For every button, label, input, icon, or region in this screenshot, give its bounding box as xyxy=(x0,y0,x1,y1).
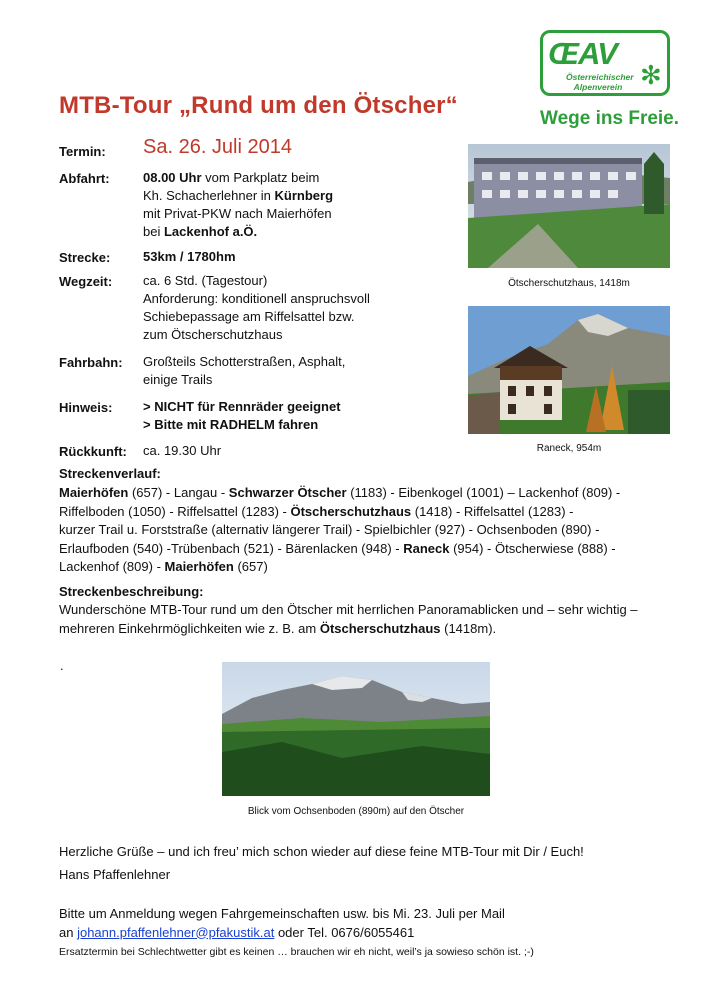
logo-mark: ŒAV xyxy=(548,36,617,71)
streckenbeschreibung-text: Wunderschöne MTB-Tour rund um den Ötscher mit herrlichen Panoramablicken und – sehr wichtig – mehreren Einkehrmöglichkeiten wie z. B. am Ötscherschutzhaus (1418m). xyxy=(59,602,638,636)
caption-raneck: Raneck, 954m xyxy=(536,443,602,454)
logo-subtitle: Österreichischer Alpenverein xyxy=(566,72,634,92)
abfahrt-text: 08.00 Uhr vom Parkplatz beim Kh. Schacherlehner in Kürnberg mit Privat-PKW nach Maierhöfen bei Lackenhof a.Ö. xyxy=(143,170,334,239)
hinweis-label: Hinweis: xyxy=(59,400,113,415)
signature-name: Hans Pfaffenlehner xyxy=(59,867,171,882)
greeting: Herzliche Grüße – und ich freu’ mich schon wieder auf diese feine MTB-Tour mit Dir / Euch! xyxy=(59,844,584,859)
rueckkunft-label: Rückkunft: xyxy=(59,444,127,459)
hinweis-text: > NICHT für Rennräder geeignet > Bitte mit RADHELM fahren xyxy=(143,399,341,432)
stray-dot: . xyxy=(60,658,64,673)
strecke-label: Strecke: xyxy=(59,250,111,265)
wegzeit-text: ca. 6 Std. (Tagestour) Anforderung: konditionell anspruchsvoll Schiebepassage am Riffelsattel bzw. zum Ötscherschutzhaus xyxy=(143,273,370,342)
caption-ochsenboden: Blick vom Ochsenboden (890m) auf den Ötscher xyxy=(247,806,465,817)
ersatztermin-note: Ersatztermin bei Schlechtwetter gibt es keinen … brauchen wir eh nicht, weil’s ja sowieso schön ist. ;-) xyxy=(59,946,534,958)
fahrbahn-label: Fahrbahn: xyxy=(59,355,123,370)
photo-ochsenboden xyxy=(222,662,490,796)
termin-label: Termin: xyxy=(59,144,106,159)
streckenverlauf-heading: Streckenverlauf: xyxy=(59,466,161,481)
anmeldung-text: Bitte um Anmeldung wegen Fahrgemeinschaften usw. bis Mi. 23. Juli per Mail an johann.pfaffenlehner@pfakustik.at oder Tel. 0676/6055461 xyxy=(59,906,505,940)
caption-oetscherschutzhaus: Ötscherschutzhaus, 1418m xyxy=(508,278,630,289)
streckenverlauf-text: Maierhöfen (657) - Langau - Schwarzer Ötscher (1183) - Eibenkogel (1001) – Lackenhof (809) - Riffelboden (1050) - Riffelsattel (1283) - Ötscherschutzhaus (1418) - Riffelsattel (1283) - kurzer Trail u. Forststraße (alternativ längerer Trail) - Spielbichler (927) - Ochsenboden (890) - Erlaufboden (540) -Trübenbach (521) - Bärenlacken (948) - Raneck (954) - Ötscherwiese (888) - Lackenhof (809) - Maierhöfen (657) xyxy=(59,485,621,574)
wegzeit-label: Wegzeit: xyxy=(59,274,113,289)
strecke-value: 53km / 1780hm xyxy=(143,249,236,264)
email-link[interactable]: johann.pfaffenlehner@pfakustik.at xyxy=(77,924,275,940)
abfahrt-label: Abfahrt: xyxy=(59,171,110,186)
photo-raneck xyxy=(468,306,670,434)
streckenbeschreibung-heading: Streckenbeschreibung: xyxy=(59,584,204,599)
photo-oetscherschutzhaus xyxy=(468,144,670,268)
rueckkunft-value: ca. 19.30 Uhr xyxy=(143,443,222,458)
fahrbahn-text: Großteils Schotterstraßen, Asphalt, einige Trails xyxy=(143,354,346,387)
page-title: MTB-Tour „Rund um den Ötscher“ xyxy=(59,92,458,119)
edelweiss-icon: ✻ xyxy=(640,60,662,90)
slogan: Wege ins Freie. xyxy=(540,108,680,129)
termin-date: Sa. 26. Juli 2014 xyxy=(143,136,292,158)
